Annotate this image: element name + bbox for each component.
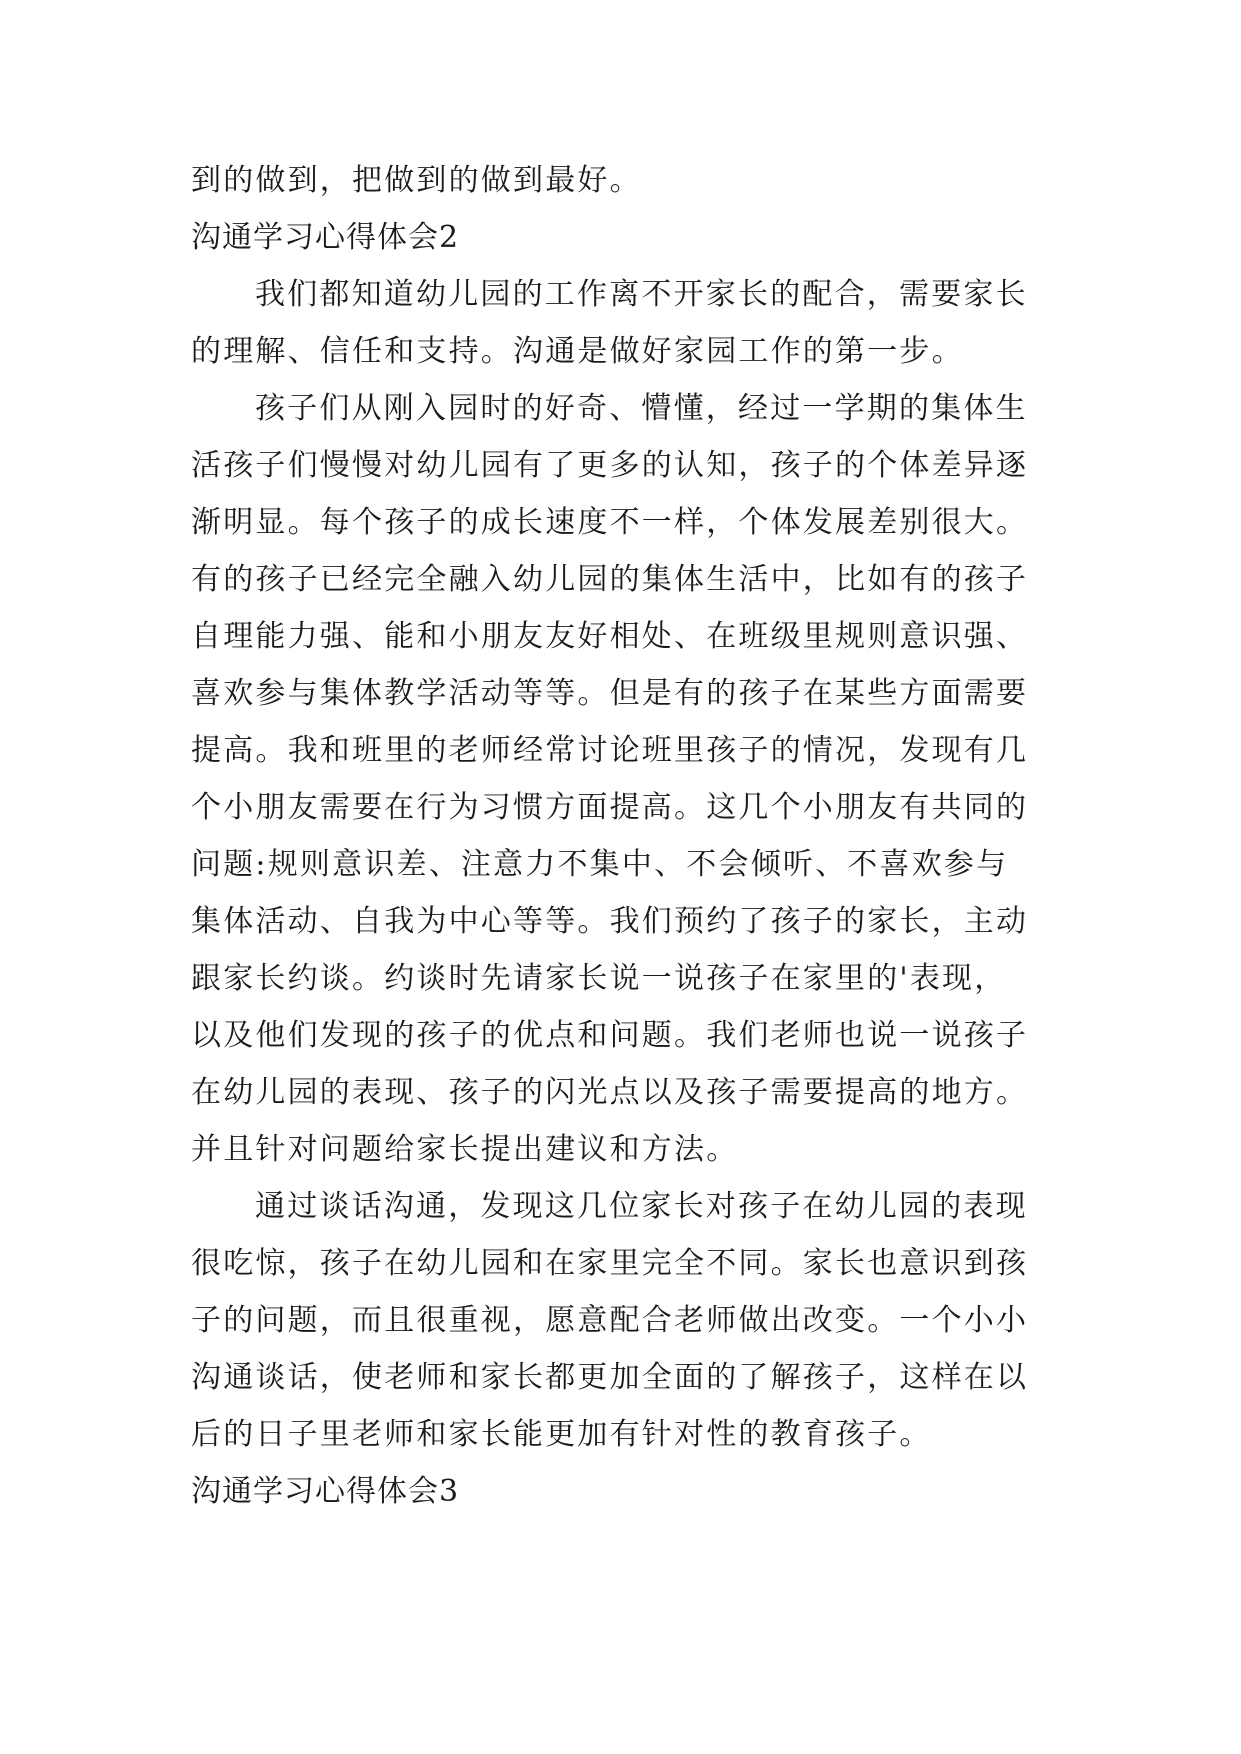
paragraph-line: 孩子们从刚入园时的好奇、懵懂，经过一学期的集体生 <box>255 391 1028 426</box>
section-heading: 沟通学习心得体会2 <box>191 220 460 255</box>
paragraph-line: 活孩子们慢慢对幼儿园有了更多的认知，孩子的个体差异逐 <box>191 448 1029 483</box>
paragraph-line: 很吃惊，孩子在幼儿园和在家里完全不同。家长也意识到孩 <box>191 1246 1029 1281</box>
paragraph-line: 并且针对问题给家长提出建议和方法。 <box>191 1132 739 1167</box>
document-body <box>191 152 1051 1520</box>
paragraph-line: 有的孩子已经完全融入幼儿园的集体生活中，比如有的孩子 <box>191 562 1029 597</box>
paragraph-line: 通过谈话沟通，发现这几位家长对孩子在幼儿园的表现 <box>255 1189 1028 1224</box>
paragraph-line: 问题:规则意识差、注意力不集中、不会倾听、不喜欢参与 <box>191 847 1009 882</box>
paragraph-line: 到的做到，把做到的做到最好。 <box>191 163 642 198</box>
paragraph-line: 喜欢参与集体教学活动等等。但是有的孩子在某些方面需要 <box>191 676 1029 711</box>
paragraph-line: 集体活动、自我为中心等等。我们预约了孩子的家长，主动 <box>191 904 1029 939</box>
paragraph-line: 渐明显。每个孩子的成长速度不一样，个体发展差别很大。 <box>191 505 1029 540</box>
paragraph-line: 在幼儿园的表现、孩子的闪光点以及孩子需要提高的地方。 <box>191 1075 1029 1110</box>
paragraph-line: 子的问题，而且很重视，愿意配合老师做出改变。一个小小 <box>191 1303 1029 1338</box>
paragraph-line: 后的日子里老师和家长能更加有针对性的教育孩子。 <box>191 1417 932 1452</box>
paragraph-line: 个小朋友需要在行为习惯方面提高。这几个小朋友有共同的 <box>191 790 1029 825</box>
paragraph-line: 以及他们发现的孩子的优点和问题。我们老师也说一说孩子 <box>191 1018 1029 1053</box>
section-heading: 沟通学习心得体会3 <box>191 1474 460 1509</box>
paragraph-line: 提高。我和班里的老师经常讨论班里孩子的情况，发现有几 <box>191 733 1029 768</box>
paragraph-line: 自理能力强、能和小朋友友好相处、在班级里规则意识强、 <box>191 619 1029 654</box>
paragraph-line: 跟家长约谈。约谈时先请家长说一说孩子在家里的'表现， <box>191 961 1007 996</box>
paragraph-line: 我们都知道幼儿园的工作离不开家长的配合，需要家长 <box>255 277 1028 312</box>
paragraph-line: 沟通谈话，使老师和家长都更加全面的了解孩子，这样在以 <box>191 1360 1029 1395</box>
paragraph-line: 的理解、信任和支持。沟通是做好家园工作的第一步。 <box>191 334 964 369</box>
